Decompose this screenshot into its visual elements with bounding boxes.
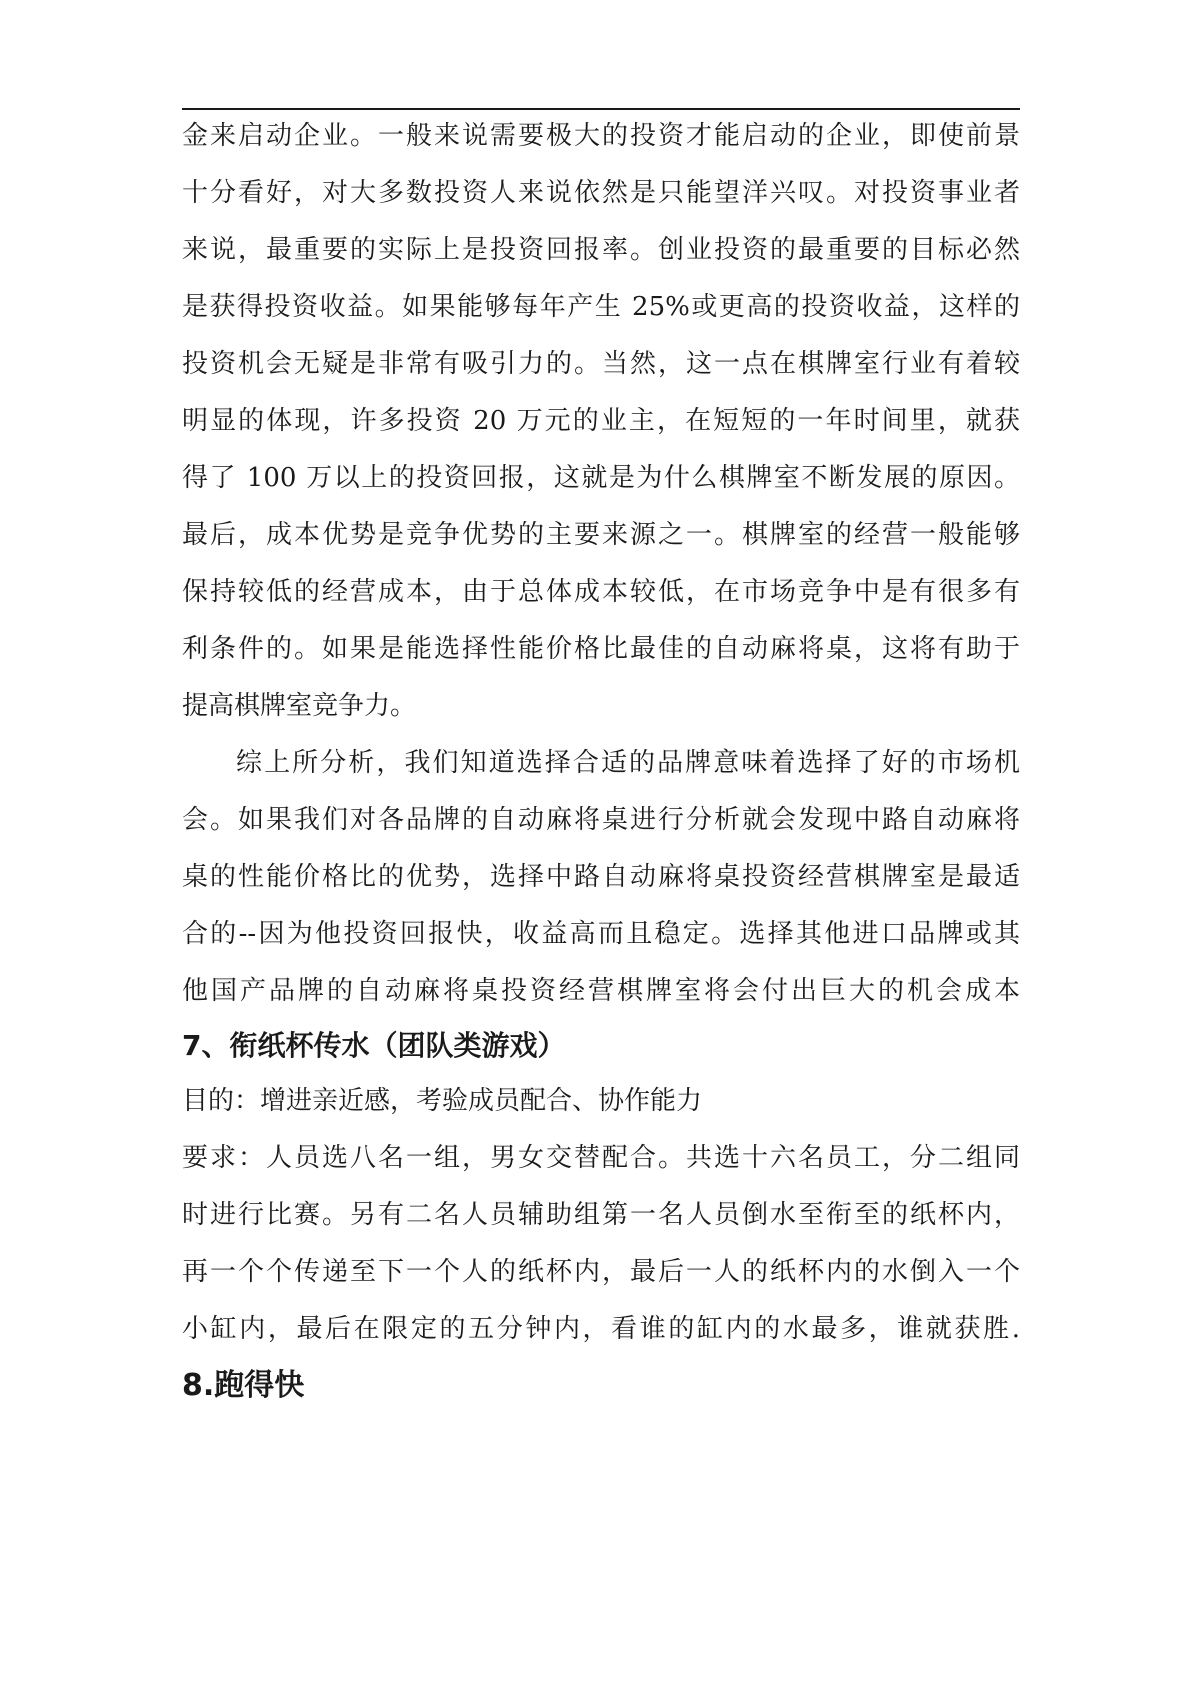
- requirement-line: 再一个个传递至下一个人的纸杯内，最后一人的纸杯内的水倒入一个: [182, 1257, 1020, 1287]
- paragraph-line: 来说，最重要的实际上是投资回报率。创业投资的最重要的目标必然: [182, 235, 1020, 265]
- purpose-line: 目的：增进亲近感，考验成员配合、协作能力: [182, 1086, 703, 1116]
- paragraph-line: 合的--因为他投资回报快，收益高而且稳定。选择其他进口品牌或其: [182, 919, 1020, 949]
- paragraph-line: 会。如果我们对各品牌的自动麻将桌进行分析就会发现中路自动麻将: [182, 805, 1020, 835]
- paragraph-line: 综上所分析，我们知道选择合适的品牌意味着选择了好的市场机: [236, 748, 1020, 778]
- paragraph-line: 桌的性能价格比的优势，选择中路自动麻将桌投资经营棋牌室是最适: [182, 862, 1020, 892]
- requirement-line: 小缸内，最后在限定的五分钟内，看谁的缸内的水最多，谁就获胜.: [182, 1314, 1020, 1344]
- paragraph-line: 金来启动企业。一般来说需要极大的投资才能启动的企业，即使前景: [182, 121, 1020, 151]
- paragraph-line: 保持较低的经营成本，由于总体成本较低，在市场竞争中是有很多有: [182, 577, 1020, 607]
- paragraph-line: 他国产品牌的自动麻将桌投资经营棋牌室将会付出巨大的机会成本: [182, 976, 1020, 1006]
- paragraph-line: 明显的体现，许多投资 20 万元的业主，在短短的一年时间里，就获: [182, 406, 1020, 436]
- section-heading-7: 7、衔纸杯传水（团队类游戏）: [182, 1029, 566, 1062]
- paragraph-line: 得了 100 万以上的投资回报，这就是为什么棋牌室不断发展的原因。: [182, 463, 1020, 493]
- header-rule: [182, 108, 1020, 110]
- paragraph-line: 利条件的。如果是能选择性能价格比最佳的自动麻将桌，这将有助于: [182, 634, 1020, 664]
- requirement-line: 要求：人员选八名一组，男女交替配合。共选十六名员工，分二组同: [182, 1143, 1020, 1173]
- paragraph-line: 最后，成本优势是竞争优势的主要来源之一。棋牌室的经营一般能够: [182, 520, 1020, 550]
- section-heading-8: 8.跑得快: [182, 1368, 305, 1403]
- paragraph-line: 投资机会无疑是非常有吸引力的。当然，这一点在棋牌室行业有着较: [182, 349, 1020, 379]
- paragraph-line: 是获得投资收益。如果能够每年产生 25%或更高的投资收益，这样的: [182, 292, 1020, 322]
- paragraph-line: 十分看好，对大多数投资人来说依然是只能望洋兴叹。对投资事业者: [182, 178, 1020, 208]
- requirement-line: 时进行比赛。另有二名人员辅助组第一名人员倒水至衔至的纸杯内，: [182, 1200, 1020, 1230]
- paragraph-line: 提高棋牌室竞争力。: [182, 691, 417, 721]
